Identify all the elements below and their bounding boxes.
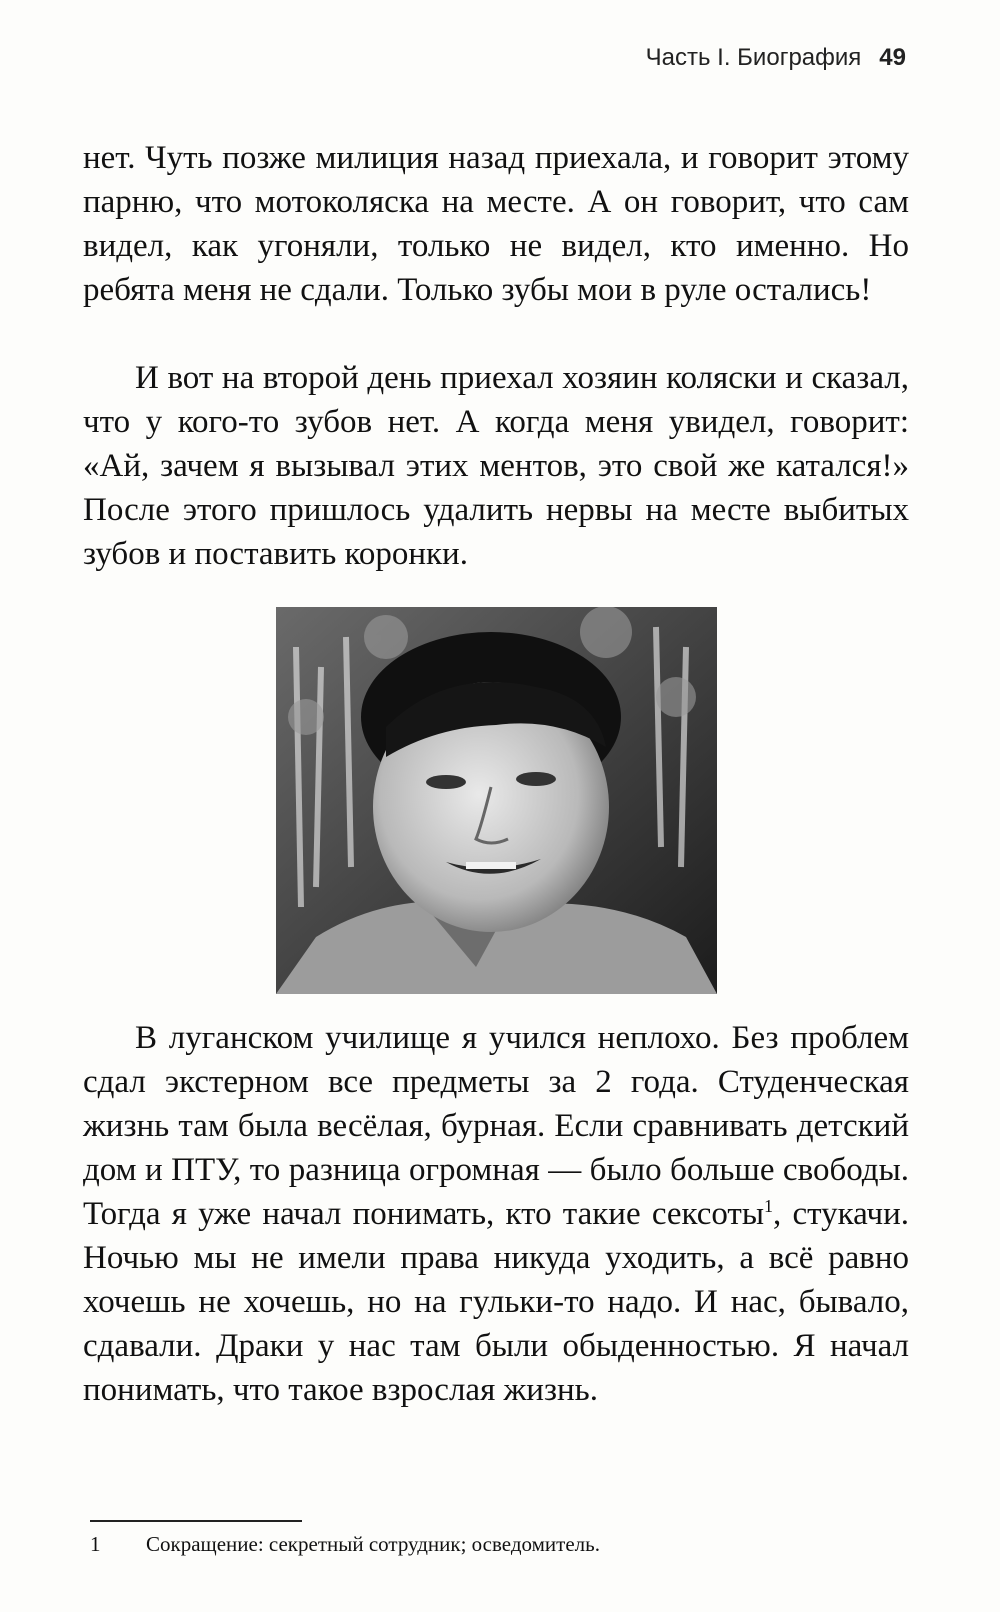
paragraph-1: нет. Чуть позже милиция назад приехала, и говорит этому парню, что мотоколяска на месте. А он говорит, что сам видел, как угоняли, только не видел, кто именно. Но ребята меня не сдали. Только зубы мои в руле остались! bbox=[83, 140, 909, 308]
footnote-number: 1 bbox=[90, 1532, 101, 1556]
footnote-ref: 1 bbox=[764, 1196, 774, 1216]
paragraph-3-part-1: В луганском училище я учился неплохо. Без проблем сдал экстерном все предметы за 2 года. Студенческая жизнь там была весёлая, бурная. Если сравнивать детский дом и ПТУ, то разница огромная — было больше свободы. Тогда я уже начал понимать, кто такие сексоты bbox=[83, 1020, 909, 1232]
page-number: 49 bbox=[879, 44, 906, 71]
portrait-illustration bbox=[276, 607, 717, 994]
footnote bbox=[90, 1532, 600, 1557]
footnote-text: Сокращение: секретный сотрудник; осведомитель. bbox=[146, 1532, 600, 1556]
running-header bbox=[646, 44, 906, 72]
paragraph-3 bbox=[83, 1016, 909, 1412]
paragraph-3-part-2: , стукачи. Ночью мы не имели права никуда уходить, а всё равно хочешь не хочешь, но на гульки-то надо. И нас, бывало, сдавали. Драки у нас там были обыденностью. Я начал понимать, что такое взрослая жизнь. bbox=[83, 1196, 909, 1408]
paragraph-2: И вот на второй день приехал хозяин коляски и сказал, что у кого-то зубов нет. А когда меня увидел, говорит: «Ай, зачем я вызывал этих ментов, это свой же катался!» После этого пришлось удалить нервы на месте выбитых зубов и поставить коронки. bbox=[83, 360, 909, 572]
section-title: Часть I. Биография bbox=[645, 44, 862, 71]
footnote-divider bbox=[90, 1520, 302, 1522]
portrait-photo bbox=[276, 607, 717, 994]
